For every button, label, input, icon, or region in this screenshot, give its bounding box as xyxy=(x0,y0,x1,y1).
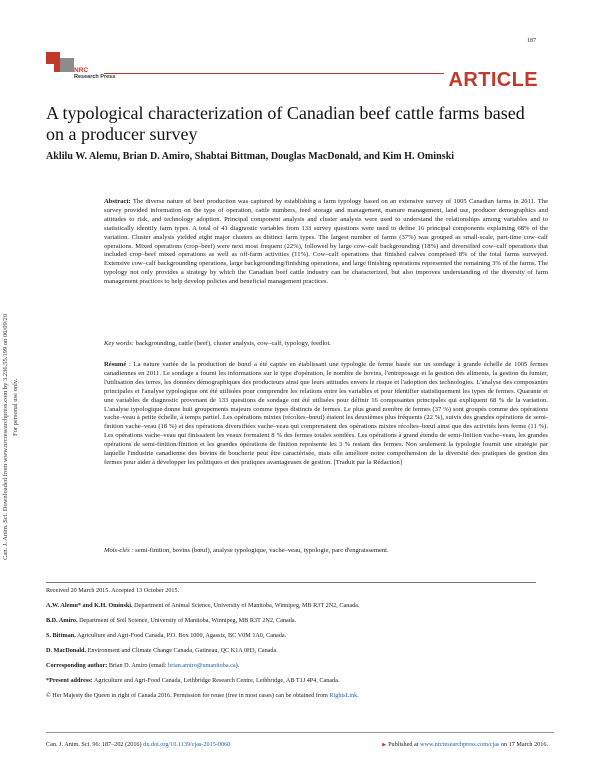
affiliation-2 xyxy=(46,617,566,625)
author-list: Aklilu W. Alemu, Brian D. Amiro, Shabtai Bittman, Douglas MacDonald, and Kim H. Ominski xyxy=(46,151,455,162)
corresponding-author xyxy=(46,662,566,670)
keywords-label: Key words: xyxy=(104,340,134,347)
footnote-rule xyxy=(46,582,536,583)
corresponding-author-end: ). xyxy=(235,662,240,669)
article-title: A typological characterization of Canadian beef cattle farms based on a producer survey xyxy=(46,103,525,144)
copyright xyxy=(46,692,566,700)
corresponding-author-label: Corresponding author: xyxy=(46,662,108,669)
corresponding-author-text: Brian D. Amiro (email: xyxy=(108,662,169,669)
mots-cles-label: Mots-clés : xyxy=(104,547,134,554)
journal-citation xyxy=(46,741,230,748)
received-dates: Received 20 March 2015. Accepted 13 October 2015. xyxy=(46,587,180,594)
present-address xyxy=(46,677,566,685)
abstract-label: Abstract: xyxy=(104,198,131,205)
play-arrow-icon: ▶ xyxy=(382,743,387,748)
corresponding-email-link[interactable]: brian.amiro@umanitoba.ca xyxy=(168,662,236,669)
nrc-logo-subtitle: Research Press xyxy=(74,74,116,80)
journal-url-link[interactable]: www.nrcresearchpress.com/cjas xyxy=(420,741,500,748)
affiliation-3-text: Agriculture and Agri-Food Canada, P.O. Box 1000, Agassiz, BC V0M 1A0, Canada. xyxy=(76,632,287,639)
download-notice xyxy=(1,160,25,560)
download-notice-line2: For personal use only. xyxy=(12,378,19,436)
download-notice-line1: Can. J. Anim. Sci. Downloaded from www.nrcresearchpress.com by 3.236.55.199 on 06/09/20 xyxy=(2,314,9,560)
nrc-logo-name: NRC xyxy=(74,67,89,74)
present-address-text: Agriculture and Agri-Food Canada, Lethbridge Research Centre, Lethbridge, AB T1J 4P4, Canada. xyxy=(93,677,340,684)
mots-cles xyxy=(104,547,548,556)
published-suffix: on 17 March 2016. xyxy=(499,741,548,748)
article-label: ARTICLE xyxy=(444,70,538,90)
keywords-text: backgrounding, cattle (beef), cluster analysis, cow–calf, typology, feedlot. xyxy=(135,340,331,347)
abstract xyxy=(104,198,548,287)
present-address-label: *Present address: xyxy=(46,677,93,684)
affiliation-1-text: Department of Animal Science, University of Manitoba, Winnipeg, MB R3T 2N2, Canada. xyxy=(134,602,360,609)
keywords xyxy=(104,340,548,349)
journal-citation-text: Can. J. Anim. Sci. 96: 187–202 (2016) xyxy=(46,741,144,748)
affiliation-1-names: A.W. Alemu* and K.H. Ominski. xyxy=(46,602,133,609)
resume-text: : La nature variée de la production de bœuf a été captée en établissant une typologie de ferme basée sur un sondage à grande échelle de 1005 fermes canadiennes en 2011. Le sondage a fourni les informations sur le type d'opération, le nombre de bovins, l'entreposage et la gestion des aliments, la gestion du fumier, l'utilisation des terres, les données démographiques des producteurs ainsi que leurs attitudes envers le risque et l'adoption des technologies. L'analyse des composantes principales et l'analyse typologique ont été utilisées pour comprendre les relations entre les variables et pour identifier statistiquement les types de fermes. Quarante et une variables de diagnostic provenant de 133 questions de sondage ont été utilisées pour définir 16 composantes principales qui expliquent 68 % de la variation. L'analyse typologique donne huit groupements majeurs comme types distincts de fermes. Le plus grand nombre de fermes (37 %) sont groupés comme des opérations vache–veau à petite échelle, à temps partiel. Les opérations mixtes (récoltes–bœuf) étaient les deuxièmes plus fréquents (22 %), suivis des grandes opérations de semi-finition vache–veau (18 %) et des opérations diversifiées vache–veau qui comprenaient des opérations mixtes récoltes–bœuf ainsi que des activités hors ferme (11 %). Les opérations vache–veau qui finissaient les veaux formaient 8 % des fermes totales sondées. Les opérations à grand étendu de semi-finition vache–veau, les grandes opérations de semi-finition/finition et les grandes opérations de finition représente les 3 % restant des fermes. Non seulement la typologie fournit une stratégie par laquelle l'industrie canadienne des bovins de boucherie peut être caractérisée, mais elle améliore notre compréhension de la diversité des pratiques de gestion des fermes pour aider à développer les politiques et des pratiques avantageuses de gestion. [Traduit par la Rédaction] xyxy=(104,361,548,466)
resume xyxy=(104,361,548,468)
affiliation-4-names: D. MacDonald. xyxy=(46,647,87,654)
affiliation-2-names: B.D. Amiro. xyxy=(46,617,78,624)
page-number: 187 xyxy=(527,38,536,44)
nrc-logo xyxy=(44,46,116,86)
affiliation-2-text: Department of Soil Science, University of Manitoba, Winnipeg, MB R3T 2N2, Canada. xyxy=(79,617,297,624)
nrc-logo-icon xyxy=(46,52,74,72)
affiliation-3-names: S. Bittman. xyxy=(46,632,76,639)
affiliation-4 xyxy=(46,647,566,655)
published-prefix: Published at xyxy=(388,741,421,748)
affiliation-1 xyxy=(46,602,566,610)
footer-rule xyxy=(46,732,554,733)
copyright-end: . xyxy=(357,692,359,699)
copyright-text: © Her Majesty the Queen in right of Canada 2016. Permission for reuse (free in most cases) can be obtained from xyxy=(46,692,330,699)
affiliation-3 xyxy=(46,632,566,640)
affiliation-4-text: Environment and Climate Change Canada, Gatineau, QC K1A 0H3, Canada. xyxy=(87,647,278,654)
resume-label: Résumé xyxy=(104,361,127,368)
mots-cles-text: semi-finition, bovins (bœuf), analyse typologique, vache–veau, typologie, parc d'engraissement. xyxy=(135,547,389,554)
published-info xyxy=(382,741,548,748)
rightslink-link[interactable]: RightsLink xyxy=(329,692,358,699)
doi-link[interactable]: dx.doi.org/10.1139/cjas-2015-0060 xyxy=(143,741,231,748)
abstract-text: The diverse nature of beef production was captured by establishing a farm typology based on an extensive survey of 1005 Canadian farms in 2011. The survey provided information on the type of operation, cattle numbers, feed storage and management, manure management, land use, producer demographics and attitudes to risk, and technology adoption. Principal component analysis and cluster analysis were used to understand the relationships among variables and to statistically identify farm types. A total of 41 diagnostic variables from 133 survey questions were used to define 16 principal components explaining 68% of the variation. Cluster analysis yielded eight major clusters as distinct farm types. The largest number of farms (37%) was grouped as small-scale, part-time cow–calf operations. Mixed operations (crop–beef) were next most frequent (22%), followed by large cow–calf backgrounding (18%) and diversified cow–calf operations that included crop–beef mixed operations as well as off-farm activities (11%). Cow–calf operations that finished calves comprised 8% of the total farms surveyed. Extensive cow–calf backgrounding operations, large backgrounding/finishing operations, and large finishing operations represented the remaining 3% of the farms. The typology not only provides a strategy by which the Canadian beef cattle industry can be characterized, but also improves understanding of the diversity of farm management practices to help develop policies and beneficial management practices. xyxy=(104,198,548,286)
